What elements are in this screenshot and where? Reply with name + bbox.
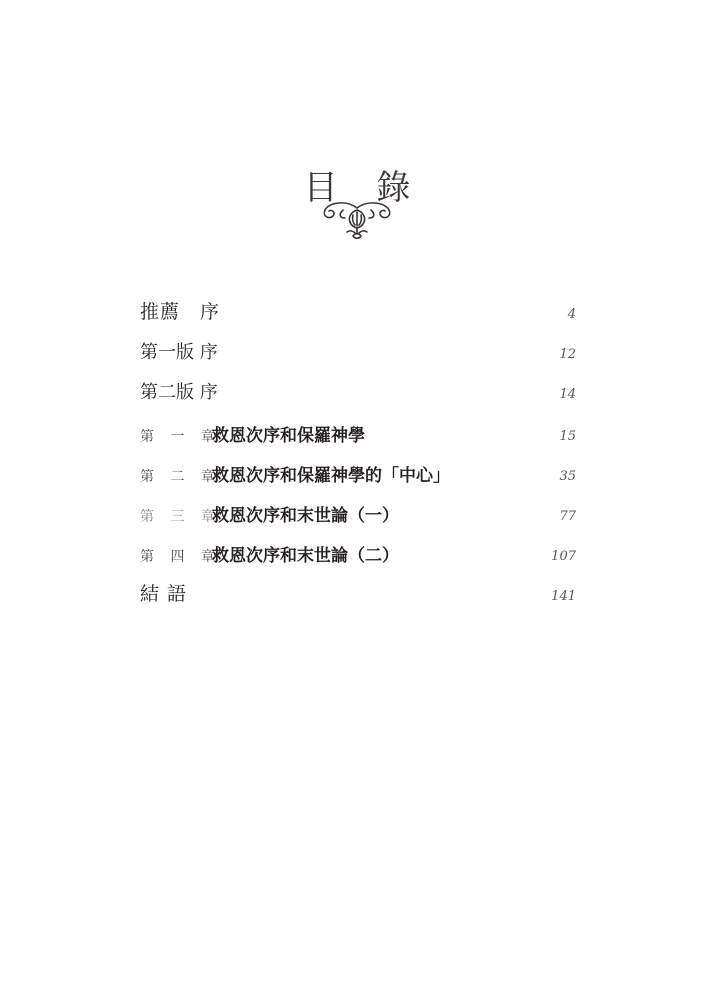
chapter-number: 第 一 章 xyxy=(140,429,221,445)
toc-entry-label: 第二版 序 xyxy=(140,382,218,403)
toc-entry-page: 141 xyxy=(551,589,576,604)
toc-entry-chapter-4[interactable] xyxy=(140,542,576,568)
chapter-title: 救恩次序和末世論（一） xyxy=(212,506,399,526)
toc-entry-page: 14 xyxy=(559,387,576,402)
chapter-title: 救恩次序和保羅神學 xyxy=(212,426,365,446)
toc-entry-page: 107 xyxy=(551,549,576,564)
toc-title: 目 錄 xyxy=(303,168,425,208)
toc-entry-label: 第一版 序 xyxy=(140,342,218,363)
toc-entry-label: 推薦 序 xyxy=(140,301,221,323)
toc-entry-chapter-2[interactable] xyxy=(140,462,576,488)
chapter-title: 救恩次序和保羅神學的「中心」 xyxy=(212,466,450,486)
toc-entry-page: 4 xyxy=(567,307,576,322)
chapter-number: 第 四 章 xyxy=(140,549,221,565)
toc-entry-second-edition-preface[interactable] xyxy=(140,380,576,406)
toc-entry-conclusion[interactable] xyxy=(140,582,576,608)
chapter-title: 救恩次序和末世論（二） xyxy=(212,546,399,566)
toc-entry-recommendation-preface[interactable] xyxy=(140,300,576,326)
toc-entry-page: 35 xyxy=(559,469,576,484)
flourish-ornament-icon xyxy=(317,198,397,242)
toc-entry-chapter-3[interactable] xyxy=(140,502,576,528)
toc-entry-page: 77 xyxy=(559,509,576,524)
toc-entry-label: 結 語 xyxy=(140,583,188,605)
toc-entry-page: 12 xyxy=(559,347,576,362)
toc-entry-page: 15 xyxy=(559,429,576,444)
chapter-number: 第 三 章 xyxy=(140,509,221,525)
toc-entry-chapter-1[interactable] xyxy=(140,422,576,448)
toc-entry-first-edition-preface[interactable] xyxy=(140,340,576,366)
chapter-number: 第 二 章 xyxy=(140,469,221,485)
